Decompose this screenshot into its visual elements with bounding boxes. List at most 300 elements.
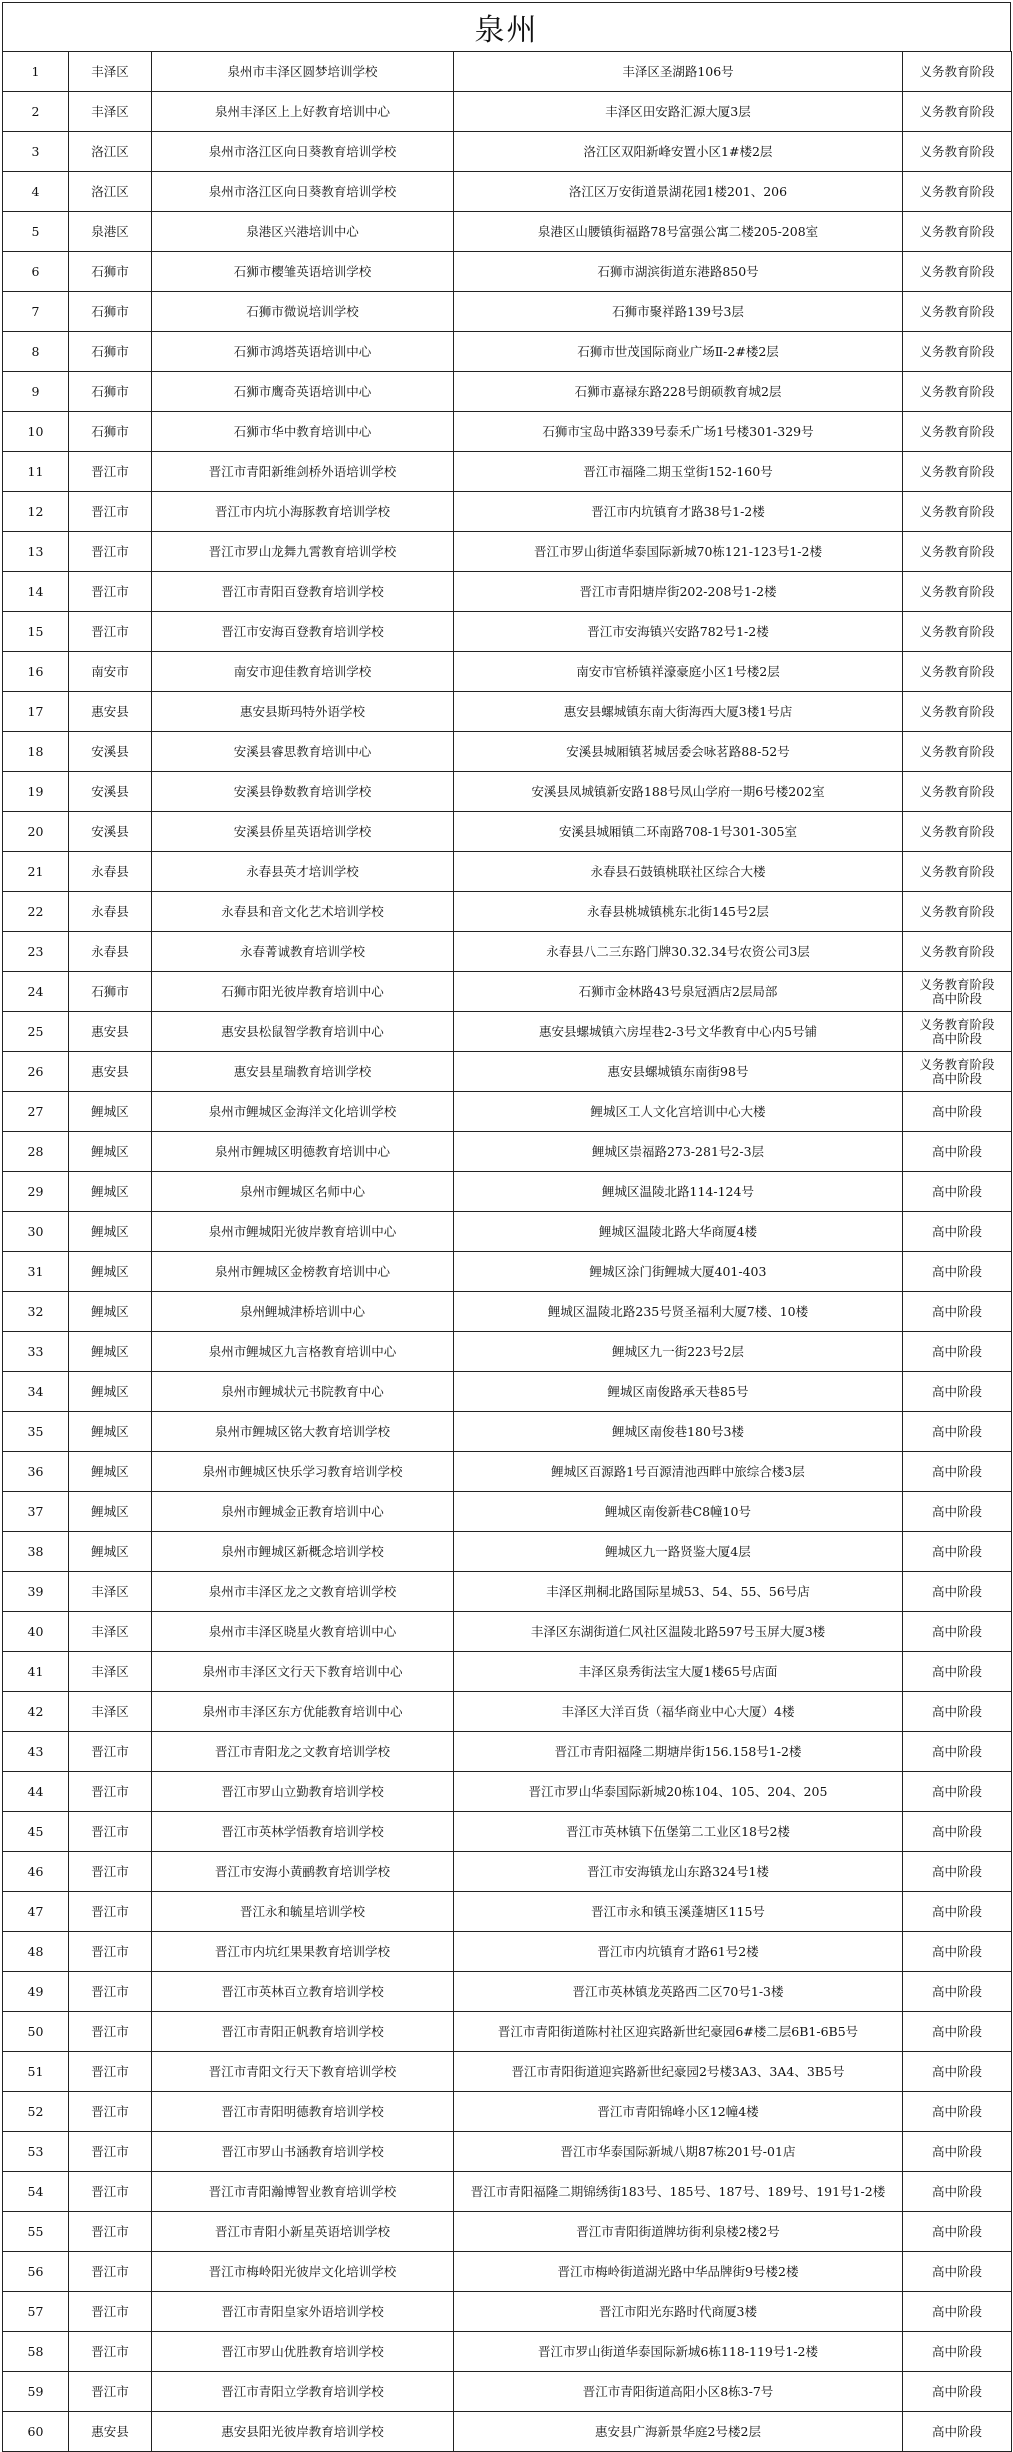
stage-cell: 高中阶段 xyxy=(903,2372,1012,2412)
address-cell: 晋江市梅岭街道湖光路中华品牌街9号楼2楼 xyxy=(454,2252,903,2292)
stage-cell: 义务教育阶段 xyxy=(903,652,1012,692)
address-cell: 鲤城区涂门街鲤城大厦401-403 xyxy=(454,1252,903,1292)
district-cell: 晋江市 xyxy=(69,2092,152,2132)
stage-cell: 义务教育阶段 xyxy=(903,772,1012,812)
school-name-cell: 晋江市罗山书涵教育培训学校 xyxy=(152,2132,454,2172)
school-name-cell: 永春县英才培训学校 xyxy=(152,852,454,892)
address-cell: 石狮市聚祥路139号3层 xyxy=(454,292,903,332)
row-number: 15 xyxy=(3,612,69,652)
school-name-cell: 石狮市樱雏英语培训学校 xyxy=(152,252,454,292)
table-row xyxy=(3,732,1012,772)
table-row xyxy=(3,1452,1012,1492)
address-cell: 晋江市英林镇下伍堡第二工业区18号2楼 xyxy=(454,1812,903,1852)
district-cell: 丰泽区 xyxy=(69,1692,152,1732)
stage-cell: 义务教育阶段 xyxy=(903,812,1012,852)
school-name-cell: 晋江市内坑小海豚教育培训学校 xyxy=(152,492,454,532)
school-name-cell: 泉州市洛江区向日葵教育培训学校 xyxy=(152,132,454,172)
school-name-cell: 惠安县斯玛特外语学校 xyxy=(152,692,454,732)
stage-cell: 高中阶段 xyxy=(903,2412,1012,2452)
district-cell: 石狮市 xyxy=(69,972,152,1012)
row-number: 36 xyxy=(3,1452,69,1492)
row-number: 60 xyxy=(3,2412,69,2452)
district-cell: 丰泽区 xyxy=(69,1572,152,1612)
table-row xyxy=(3,1812,1012,1852)
district-cell: 安溪县 xyxy=(69,732,152,772)
stage-cell: 义务教育阶段 xyxy=(903,332,1012,372)
row-number: 35 xyxy=(3,1412,69,1452)
row-number: 32 xyxy=(3,1292,69,1332)
district-cell: 石狮市 xyxy=(69,252,152,292)
table-row xyxy=(3,612,1012,652)
stage-cell: 义务教育阶段 xyxy=(903,892,1012,932)
table-row xyxy=(3,292,1012,332)
stage-cell: 义务教育阶段 xyxy=(903,372,1012,412)
school-name-cell: 晋江市罗山优胜教育培训学校 xyxy=(152,2332,454,2372)
school-name-cell: 石狮市华中教育培训中心 xyxy=(152,412,454,452)
district-cell: 晋江市 xyxy=(69,572,152,612)
school-list-sheet xyxy=(2,2,1011,2452)
address-cell: 晋江市安海镇龙山东路324号1楼 xyxy=(454,1852,903,1892)
address-cell: 洛江区万安街道景湖花园1楼201、206 xyxy=(454,172,903,212)
row-number: 3 xyxy=(3,132,69,172)
school-name-cell: 晋江市青阳正帆教育培训学校 xyxy=(152,2012,454,2052)
stage-cell: 高中阶段 xyxy=(903,2052,1012,2092)
district-cell: 丰泽区 xyxy=(69,1612,152,1652)
row-number: 40 xyxy=(3,1612,69,1652)
address-cell: 晋江市华泰国际新城八期87栋201号-01店 xyxy=(454,2132,903,2172)
table-row xyxy=(3,492,1012,532)
stage-cell: 高中阶段 xyxy=(903,1252,1012,1292)
row-number: 22 xyxy=(3,892,69,932)
table-row xyxy=(3,2212,1012,2252)
row-number: 53 xyxy=(3,2132,69,2172)
school-name-cell: 安溪县睿思教育培训中心 xyxy=(152,732,454,772)
stage-cell: 义务教育阶段 xyxy=(903,532,1012,572)
stage-cell: 高中阶段 xyxy=(903,1612,1012,1652)
row-number: 41 xyxy=(3,1652,69,1692)
school-name-cell: 晋江市青阳小新星英语培训学校 xyxy=(152,2212,454,2252)
district-cell: 永春县 xyxy=(69,932,152,972)
school-name-cell: 石狮市微说培训学校 xyxy=(152,292,454,332)
address-cell: 丰泽区泉秀街法宝大厦1楼65号店面 xyxy=(454,1652,903,1692)
school-name-cell: 晋江市罗山龙舞九霄教育培训学校 xyxy=(152,532,454,572)
table-row xyxy=(3,452,1012,492)
row-number: 43 xyxy=(3,1732,69,1772)
stage-cell: 高中阶段 xyxy=(903,1892,1012,1932)
row-number: 49 xyxy=(3,1972,69,2012)
row-number: 51 xyxy=(3,2052,69,2092)
stage-cell: 高中阶段 xyxy=(903,1572,1012,1612)
address-cell: 洛江区双阳新峰安置小区1#楼2层 xyxy=(454,132,903,172)
table-row xyxy=(3,1612,1012,1652)
stage-cell: 高中阶段 xyxy=(903,1652,1012,1692)
address-cell: 安溪县城厢镇二环南路708-1号301-305室 xyxy=(454,812,903,852)
district-cell: 鲤城区 xyxy=(69,1332,152,1372)
table-row xyxy=(3,372,1012,412)
address-cell: 鲤城区南俊巷180号3楼 xyxy=(454,1412,903,1452)
school-name-cell: 安溪县侨星英语培训学校 xyxy=(152,812,454,852)
table-row xyxy=(3,2012,1012,2052)
address-cell: 晋江市青阳街道高阳小区8栋3-7号 xyxy=(454,2372,903,2412)
district-cell: 惠安县 xyxy=(69,2412,152,2452)
address-cell: 晋江市福隆二期玉堂街152-160号 xyxy=(454,452,903,492)
school-name-cell: 泉州市鲤城区铭大教育培训学校 xyxy=(152,1412,454,1452)
district-cell: 惠安县 xyxy=(69,1012,152,1052)
row-number: 10 xyxy=(3,412,69,452)
address-cell: 鲤城区温陵北路大华商厦4楼 xyxy=(454,1212,903,1252)
district-cell: 惠安县 xyxy=(69,1052,152,1092)
address-cell: 石狮市金林路43号泉冠酒店2层局部 xyxy=(454,972,903,1012)
stage-cell: 高中阶段 xyxy=(903,1692,1012,1732)
table-body xyxy=(3,52,1012,2452)
stage-cell: 高中阶段 xyxy=(903,1492,1012,1532)
address-cell: 石狮市宝岛中路339号泰禾广场1号楼301-329号 xyxy=(454,412,903,452)
address-cell: 晋江市永和镇玉溪蓬塘区115号 xyxy=(454,1892,903,1932)
school-name-cell: 泉州市鲤城区明德教育培训中心 xyxy=(152,1132,454,1172)
table-row xyxy=(3,332,1012,372)
address-cell: 晋江市青阳锦峰小区12幢4楼 xyxy=(454,2092,903,2132)
table-row xyxy=(3,1732,1012,1772)
district-cell: 晋江市 xyxy=(69,1812,152,1852)
district-cell: 晋江市 xyxy=(69,2052,152,2092)
school-name-cell: 泉州市鲤城区金海洋文化培训学校 xyxy=(152,1092,454,1132)
table-row xyxy=(3,932,1012,972)
table-row xyxy=(3,1212,1012,1252)
table-row xyxy=(3,1772,1012,1812)
district-cell: 石狮市 xyxy=(69,372,152,412)
stage-cell: 高中阶段 xyxy=(903,2092,1012,2132)
stage-cell: 高中阶段 xyxy=(903,1372,1012,1412)
address-cell: 鲤城区工人文化宫培训中心大楼 xyxy=(454,1092,903,1132)
school-name-cell: 晋江永和毓星培训学校 xyxy=(152,1892,454,1932)
stage-cell: 义务教育阶段 xyxy=(903,452,1012,492)
row-number: 54 xyxy=(3,2172,69,2212)
stage-cell: 高中阶段 xyxy=(903,2172,1012,2212)
address-cell: 惠安县广海新景华庭2号楼2层 xyxy=(454,2412,903,2452)
district-cell: 鲤城区 xyxy=(69,1292,152,1332)
table-row xyxy=(3,1892,1012,1932)
row-number: 39 xyxy=(3,1572,69,1612)
address-cell: 安溪县城厢镇茗城居委会咏茗路88-52号 xyxy=(454,732,903,772)
school-name-cell: 泉州市丰泽区文行天下教育培训中心 xyxy=(152,1652,454,1692)
district-cell: 丰泽区 xyxy=(69,52,152,92)
address-cell: 永春县八二三东路门牌30.32.34号农资公司3层 xyxy=(454,932,903,972)
table-row xyxy=(3,652,1012,692)
row-number: 47 xyxy=(3,1892,69,1932)
address-cell: 丰泽区大洋百货（福华商业中心大厦）4楼 xyxy=(454,1692,903,1732)
district-cell: 丰泽区 xyxy=(69,92,152,132)
district-cell: 洛江区 xyxy=(69,172,152,212)
address-cell: 晋江市罗山华泰国际新城20栋104、105、204、205 xyxy=(454,1772,903,1812)
row-number: 57 xyxy=(3,2292,69,2332)
stage-cell: 义务教育阶段 xyxy=(903,572,1012,612)
table-row xyxy=(3,52,1012,92)
row-number: 55 xyxy=(3,2212,69,2252)
address-cell: 晋江市青阳福隆二期锦绣街183号、185号、187号、189号、191号1-2楼 xyxy=(454,2172,903,2212)
district-cell: 晋江市 xyxy=(69,2372,152,2412)
table-row xyxy=(3,1532,1012,1572)
district-cell: 晋江市 xyxy=(69,2332,152,2372)
table-row xyxy=(3,2092,1012,2132)
table-row xyxy=(3,532,1012,572)
school-name-cell: 泉州市鲤城区九言格教育培训中心 xyxy=(152,1332,454,1372)
row-number: 56 xyxy=(3,2252,69,2292)
school-name-cell: 惠安县星瑞教育培训学校 xyxy=(152,1052,454,1092)
table-row xyxy=(3,572,1012,612)
school-name-cell: 晋江市青阳瀚博智业教育培训学校 xyxy=(152,2172,454,2212)
stage-cell: 高中阶段 xyxy=(903,2252,1012,2292)
district-cell: 鲤城区 xyxy=(69,1252,152,1292)
stage-cell: 义务教育阶段 高中阶段 xyxy=(903,972,1012,1012)
stage-cell: 义务教育阶段 xyxy=(903,612,1012,652)
school-name-cell: 晋江市青阳龙之文教育培训学校 xyxy=(152,1732,454,1772)
stage-cell: 义务教育阶段 xyxy=(903,52,1012,92)
stage-cell: 高中阶段 xyxy=(903,2212,1012,2252)
stage-cell: 义务教育阶段 xyxy=(903,692,1012,732)
district-cell: 晋江市 xyxy=(69,532,152,572)
table-row xyxy=(3,132,1012,172)
district-cell: 晋江市 xyxy=(69,1852,152,1892)
district-cell: 鲤城区 xyxy=(69,1172,152,1212)
stage-cell: 义务教育阶段 xyxy=(903,852,1012,892)
school-name-cell: 安溪县铮数教育培训学校 xyxy=(152,772,454,812)
school-name-cell: 泉州市丰泽区东方优能教育培训中心 xyxy=(152,1692,454,1732)
stage-cell: 高中阶段 xyxy=(903,1812,1012,1852)
address-cell: 丰泽区圣湖路106号 xyxy=(454,52,903,92)
stage-cell: 义务教育阶段 xyxy=(903,492,1012,532)
school-name-cell: 泉州市鲤城阳光彼岸教育培训中心 xyxy=(152,1212,454,1252)
district-cell: 晋江市 xyxy=(69,452,152,492)
address-cell: 晋江市内坑镇育才路38号1-2楼 xyxy=(454,492,903,532)
stage-cell: 高中阶段 xyxy=(903,1212,1012,1252)
row-number: 5 xyxy=(3,212,69,252)
district-cell: 晋江市 xyxy=(69,2212,152,2252)
district-cell: 永春县 xyxy=(69,892,152,932)
table-row xyxy=(3,2252,1012,2292)
school-name-cell: 泉州市鲤城区快乐学习教育培训学校 xyxy=(152,1452,454,1492)
table-row xyxy=(3,1372,1012,1412)
table-row xyxy=(3,252,1012,292)
address-cell: 石狮市嘉禄东路228号朗硕教育城2层 xyxy=(454,372,903,412)
table-row xyxy=(3,2132,1012,2172)
district-cell: 晋江市 xyxy=(69,2132,152,2172)
district-cell: 丰泽区 xyxy=(69,1652,152,1692)
district-cell: 石狮市 xyxy=(69,332,152,372)
table-row xyxy=(3,1012,1012,1052)
address-cell: 晋江市青阳福隆二期塘岸街156.158号1-2楼 xyxy=(454,1732,903,1772)
address-cell: 石狮市世茂国际商业广场Ⅱ-2#楼2层 xyxy=(454,332,903,372)
address-cell: 泉港区山腰镇街福路78号富强公寓二楼205-208室 xyxy=(454,212,903,252)
district-cell: 安溪县 xyxy=(69,772,152,812)
address-cell: 南安市官桥镇祥濠豪庭小区1号楼2层 xyxy=(454,652,903,692)
table-row xyxy=(3,1132,1012,1172)
row-number: 20 xyxy=(3,812,69,852)
row-number: 31 xyxy=(3,1252,69,1292)
row-number: 21 xyxy=(3,852,69,892)
school-name-cell: 晋江市内坑红果果教育培训学校 xyxy=(152,1932,454,1972)
row-number: 34 xyxy=(3,1372,69,1412)
table-row xyxy=(3,1252,1012,1292)
address-cell: 晋江市青阳街道陈村社区迎宾路新世纪豪园6#楼二层6B1-6B5号 xyxy=(454,2012,903,2052)
row-number: 58 xyxy=(3,2332,69,2372)
district-cell: 永春县 xyxy=(69,852,152,892)
table-row xyxy=(3,2292,1012,2332)
address-cell: 丰泽区田安路汇源大厦3层 xyxy=(454,92,903,132)
district-cell: 晋江市 xyxy=(69,2012,152,2052)
district-cell: 晋江市 xyxy=(69,2292,152,2332)
table-row xyxy=(3,1052,1012,1092)
address-cell: 晋江市罗山街道华泰国际新城70栋121-123号1-2楼 xyxy=(454,532,903,572)
stage-cell: 高中阶段 xyxy=(903,1972,1012,2012)
district-cell: 晋江市 xyxy=(69,612,152,652)
stage-cell: 高中阶段 xyxy=(903,1172,1012,1212)
stage-cell: 高中阶段 xyxy=(903,1332,1012,1372)
school-name-cell: 泉港区兴港培训中心 xyxy=(152,212,454,252)
stage-cell: 义务教育阶段 xyxy=(903,412,1012,452)
school-name-cell: 晋江市青阳百登教育培训学校 xyxy=(152,572,454,612)
district-cell: 晋江市 xyxy=(69,2252,152,2292)
school-name-cell: 永春菁诚教育培训学校 xyxy=(152,932,454,972)
address-cell: 丰泽区东湖街道仁风社区温陵北路597号玉屏大厦3楼 xyxy=(454,1612,903,1652)
row-number: 52 xyxy=(3,2092,69,2132)
stage-cell: 高中阶段 xyxy=(903,1412,1012,1452)
row-number: 25 xyxy=(3,1012,69,1052)
row-number: 14 xyxy=(3,572,69,612)
table-row xyxy=(3,1492,1012,1532)
table-row xyxy=(3,972,1012,1012)
school-name-cell: 惠安县松鼠智学教育培训中心 xyxy=(152,1012,454,1052)
school-name-cell: 晋江市英林百立教育培训学校 xyxy=(152,1972,454,2012)
table-row xyxy=(3,1412,1012,1452)
address-cell: 晋江市内坑镇育才路61号2楼 xyxy=(454,1932,903,1972)
row-number: 24 xyxy=(3,972,69,1012)
address-cell: 晋江市青阳塘岸街202-208号1-2楼 xyxy=(454,572,903,612)
row-number: 26 xyxy=(3,1052,69,1092)
district-cell: 晋江市 xyxy=(69,1732,152,1772)
school-name-cell: 晋江市青阳文行天下教育培训学校 xyxy=(152,2052,454,2092)
address-cell: 鲤城区南俊新巷C8幢10号 xyxy=(454,1492,903,1532)
row-number: 48 xyxy=(3,1932,69,1972)
row-number: 17 xyxy=(3,692,69,732)
table-row xyxy=(3,812,1012,852)
row-number: 44 xyxy=(3,1772,69,1812)
table-row xyxy=(3,1652,1012,1692)
school-name-cell: 晋江市青阳新维剑桥外语培训学校 xyxy=(152,452,454,492)
district-cell: 鲤城区 xyxy=(69,1132,152,1172)
row-number: 45 xyxy=(3,1812,69,1852)
table-row xyxy=(3,2052,1012,2092)
district-cell: 晋江市 xyxy=(69,1892,152,1932)
table-row xyxy=(3,212,1012,252)
row-number: 28 xyxy=(3,1132,69,1172)
table-row xyxy=(3,1332,1012,1372)
address-cell: 鲤城区九一路贤鉴大厦4层 xyxy=(454,1532,903,1572)
stage-cell: 高中阶段 xyxy=(903,2012,1012,2052)
school-name-cell: 晋江市安海小黄鹂教育培训学校 xyxy=(152,1852,454,1892)
stage-cell: 义务教育阶段 xyxy=(903,172,1012,212)
district-cell: 石狮市 xyxy=(69,292,152,332)
stage-cell: 高中阶段 xyxy=(903,1092,1012,1132)
district-cell: 鲤城区 xyxy=(69,1492,152,1532)
address-cell: 鲤城区崇福路273-281号2-3层 xyxy=(454,1132,903,1172)
address-cell: 石狮市湖滨街道东港路850号 xyxy=(454,252,903,292)
address-cell: 惠安县螺城镇东南街98号 xyxy=(454,1052,903,1092)
district-cell: 鲤城区 xyxy=(69,1212,152,1252)
row-number: 8 xyxy=(3,332,69,372)
stage-cell: 高中阶段 xyxy=(903,2292,1012,2332)
row-number: 18 xyxy=(3,732,69,772)
school-name-cell: 石狮市鸿塔英语培训中心 xyxy=(152,332,454,372)
address-cell: 惠安县螺城镇东南大街海西大厦3楼1号店 xyxy=(454,692,903,732)
address-cell: 晋江市安海镇兴安路782号1-2楼 xyxy=(454,612,903,652)
school-name-cell: 晋江市青阳明德教育培训学校 xyxy=(152,2092,454,2132)
stage-cell: 高中阶段 xyxy=(903,1732,1012,1772)
school-name-cell: 永春县和音文化艺术培训学校 xyxy=(152,892,454,932)
table-row xyxy=(3,1092,1012,1132)
stage-cell: 高中阶段 xyxy=(903,1932,1012,1972)
school-name-cell: 泉州市丰泽区龙之文教育培训学校 xyxy=(152,1572,454,1612)
stage-cell: 义务教育阶段 xyxy=(903,732,1012,772)
district-cell: 鲤城区 xyxy=(69,1452,152,1492)
stage-cell: 高中阶段 xyxy=(903,2332,1012,2372)
stage-cell: 高中阶段 xyxy=(903,1452,1012,1492)
school-name-cell: 晋江市青阳皇家外语培训学校 xyxy=(152,2292,454,2332)
school-name-cell: 晋江市安海百登教育培训学校 xyxy=(152,612,454,652)
table-row xyxy=(3,2172,1012,2212)
school-name-cell: 晋江市青阳立学教育培训学校 xyxy=(152,2372,454,2412)
row-number: 16 xyxy=(3,652,69,692)
school-name-cell: 泉州市鲤城区新概念培训学校 xyxy=(152,1532,454,1572)
table-row xyxy=(3,172,1012,212)
table-row xyxy=(3,1572,1012,1612)
row-number: 59 xyxy=(3,2372,69,2412)
school-name-cell: 晋江市罗山立勤教育培训学校 xyxy=(152,1772,454,1812)
row-number: 9 xyxy=(3,372,69,412)
table-row xyxy=(3,412,1012,452)
row-number: 11 xyxy=(3,452,69,492)
table-row xyxy=(3,2412,1012,2452)
address-cell: 鲤城区温陵北路114-124号 xyxy=(454,1172,903,1212)
district-cell: 南安市 xyxy=(69,652,152,692)
address-cell: 永春县石鼓镇桃联社区综合大楼 xyxy=(454,852,903,892)
school-name-cell: 泉州市鲤城金正教育培训中心 xyxy=(152,1492,454,1532)
address-cell: 安溪县凤城镇新安路188号凤山学府一期6号楼202室 xyxy=(454,772,903,812)
district-cell: 安溪县 xyxy=(69,812,152,852)
sheet-title: 泉州 xyxy=(2,2,1011,51)
address-cell: 丰泽区荆桐北路国际星城53、54、55、56号店 xyxy=(454,1572,903,1612)
stage-cell: 义务教育阶段 xyxy=(903,252,1012,292)
district-cell: 晋江市 xyxy=(69,1772,152,1812)
address-cell: 永春县桃城镇桃东北街145号2层 xyxy=(454,892,903,932)
table-row xyxy=(3,1692,1012,1732)
school-name-cell: 石狮市阳光彼岸教育培训中心 xyxy=(152,972,454,1012)
address-cell: 晋江市罗山街道华泰国际新城6栋118-119号1-2楼 xyxy=(454,2332,903,2372)
stage-cell: 义务教育阶段 高中阶段 xyxy=(903,1012,1012,1052)
row-number: 4 xyxy=(3,172,69,212)
row-number: 6 xyxy=(3,252,69,292)
table-row xyxy=(3,892,1012,932)
school-name-cell: 泉州市丰泽区晓星火教育培训中心 xyxy=(152,1612,454,1652)
school-name-cell: 泉州市鲤城状元书院教育中心 xyxy=(152,1372,454,1412)
row-number: 7 xyxy=(3,292,69,332)
school-name-cell: 泉州市丰泽区圆梦培训学校 xyxy=(152,52,454,92)
school-name-cell: 泉州鲤城津桥培训中心 xyxy=(152,1292,454,1332)
school-name-cell: 泉州市鲤城区金榜教育培训中心 xyxy=(152,1252,454,1292)
address-cell: 鲤城区百源路1号百源清池西畔中旅综合楼3层 xyxy=(454,1452,903,1492)
row-number: 50 xyxy=(3,2012,69,2052)
district-cell: 惠安县 xyxy=(69,692,152,732)
row-number: 23 xyxy=(3,932,69,972)
